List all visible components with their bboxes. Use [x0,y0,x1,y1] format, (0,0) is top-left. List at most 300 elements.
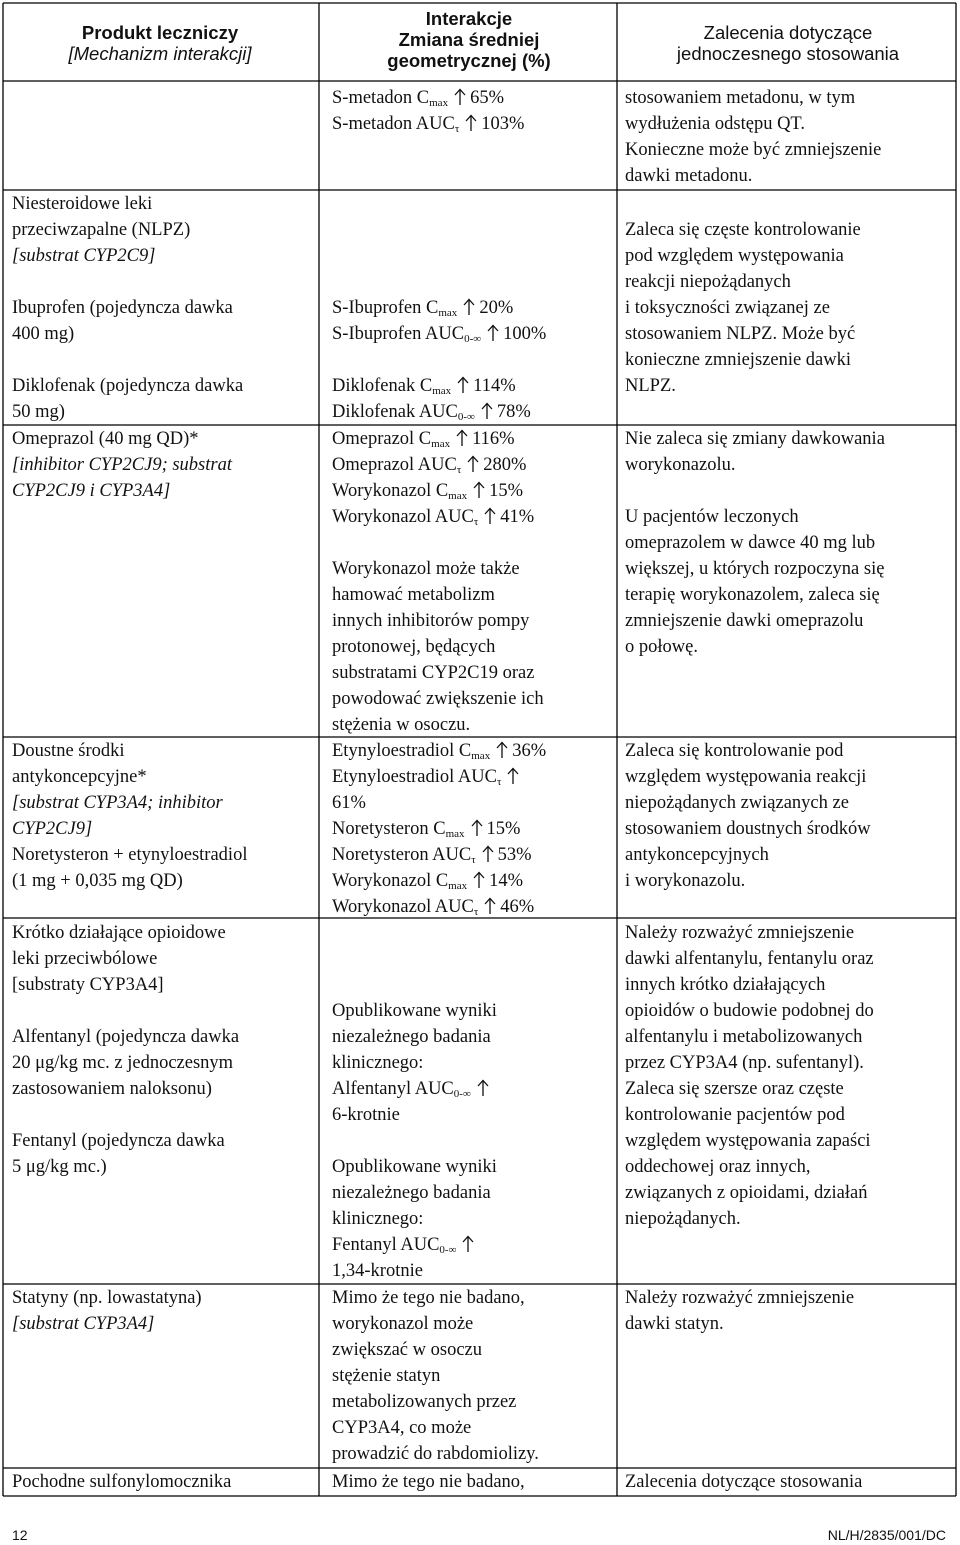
text: dawki alfentanylu, fentanylu oraz [625,949,874,969]
text: 400 mg) [12,324,75,344]
text: Alfentanyl AUC [332,1079,454,1099]
text-line [625,321,861,347]
increase-arrow-icon [461,298,477,316]
text-line [332,712,544,738]
header-product [2,22,318,64]
text: 116% [472,429,515,449]
text: Etynyloestradiol C [332,741,472,761]
increase-arrow-icon [469,819,485,837]
header-concomitant-line: jednoczesnego stosowania [676,43,900,64]
italic-text: CYP2CJ9 i CYP3A4] [12,481,171,501]
text: 41% [500,507,535,527]
text-line [332,1389,539,1415]
text-line [625,1154,874,1180]
text-line [625,842,871,868]
text-line [332,217,546,243]
text: Worykonazol AUC [332,897,474,917]
text: [substraty CYP3A4] [12,975,164,995]
text: Worykonazol C [332,871,449,891]
text: Doustne środki [12,741,125,761]
increase-arrow-icon [454,429,470,447]
text: 103% [481,114,525,134]
text-line [332,85,524,111]
text-line [625,347,861,373]
text: kontrolowanie pacjentów pod [625,1105,845,1125]
text: Zalecenia dotyczące stosowania [625,1472,863,1492]
text-line [625,1180,874,1206]
text: protonowej, będących [332,637,496,657]
text-line [625,163,881,189]
text-line [625,478,885,504]
text-line [12,426,232,452]
text: niezależnego badania [332,1183,491,1203]
text-line [625,1102,874,1128]
text: 15% [486,819,521,839]
text: Zaleca się kontrolowanie pod [625,741,844,761]
increase-arrow-icon [471,871,487,889]
subscript: τ [454,123,460,135]
increase-arrow-icon [505,767,521,785]
text-line [332,269,546,295]
text: S-Ibuprofen AUC [332,324,465,344]
text-line [332,998,497,1024]
text: Etynyloestradiol AUC [332,767,497,787]
text: Należy rozważyć zmniejszenie [625,923,855,943]
text-line [625,530,885,556]
text-line [332,1337,539,1363]
text: S-Ibuprofen C [332,298,439,318]
text-line [12,842,247,868]
subscript: 0-∞ [439,1244,457,1256]
text: omeprazolem w dawce 40 mg lub [625,533,876,553]
text-line [625,137,881,163]
text: Konieczne może być zmniejszenie [625,140,882,160]
text-line [625,998,874,1024]
text-line [332,738,546,764]
text-line [625,634,885,660]
subscript: max [429,97,449,109]
text: prowadzić do rabdomiolizy. [332,1444,539,1464]
text-line [332,478,544,504]
cell-product [12,920,239,1180]
text-line [12,295,243,321]
text-line [332,972,497,998]
text: Omeprazol (40 mg QD)* [12,429,199,449]
text: klinicznego: [332,1053,424,1073]
text-line [332,1258,497,1284]
text: 20% [479,298,514,318]
text: 46% [500,897,535,917]
cell-interaction [332,920,497,1284]
text: Diklofenak C [332,376,433,396]
text: 61% [332,793,366,813]
text-line [332,530,544,556]
text-line [12,269,243,295]
text: 100% [503,324,547,344]
text-line [625,243,861,269]
text-line [12,243,243,269]
increase-arrow-icon [460,1235,476,1253]
text: 5 μg/kg mc.) [12,1157,107,1177]
text: przez CYP3A4 (np. sufentanyl). [625,1053,864,1073]
text: Krótko działające opioidowe [12,923,226,943]
cell-interaction [332,426,544,738]
text: dawki statyn. [625,1314,724,1334]
text-line [625,1024,874,1050]
text: worykonazolu. [625,455,736,475]
text: 50 mg) [12,402,65,422]
text: Fentanyl AUC [332,1235,440,1255]
text-line [332,111,524,137]
text-line [625,85,881,111]
subscript: max [448,490,468,502]
increase-arrow-icon [482,507,498,525]
text: Worykonazol AUC [332,507,474,527]
increase-arrow-icon [480,845,496,863]
italic-text: CYP2CJ9] [12,819,93,839]
text: opioidów o budowie podobnej do [625,1001,874,1021]
text: Mimo że tego nie badano, [332,1472,525,1492]
text-line [625,504,885,530]
cell-recommendation [625,1285,854,1337]
text-line [12,868,247,894]
cell-interaction [332,85,524,137]
text: NLPZ. [625,376,676,396]
text: Noretysteron + etynyloestradiol [12,845,248,865]
text: zmniejszenie dawki omeprazolu [625,611,864,631]
subscript: τ [473,516,479,528]
text-line [12,1285,202,1311]
subscript: max [445,828,465,840]
subscript: 0-∞ [453,1088,471,1100]
header-interactions-line: Interakcje [425,8,513,29]
text: Statyny (np. lowastatyna) [12,1288,202,1308]
text-line [625,295,861,321]
subscript: max [448,880,468,892]
text: Zaleca się szersze oraz częste [625,1079,844,1099]
text-line [332,556,544,582]
text-line [12,1154,239,1180]
text: Diklofenak AUC [332,402,458,422]
text: Omeprazol AUC [332,455,457,475]
text-line [332,894,546,920]
text-line [625,738,871,764]
cell-interaction [332,1285,539,1467]
text-line [625,426,885,452]
text-line [625,946,874,972]
header-product-line: Produkt leczniczy [81,22,239,43]
text-line [332,764,546,790]
text-line [625,972,874,998]
text: powodować zwiększenie ich [332,689,544,709]
increase-arrow-icon [455,376,471,394]
text: 53% [497,845,532,865]
text-line [332,1128,497,1154]
text: stężenie statyn [332,1366,441,1386]
text: Zaleca się częste kontrolowanie [625,220,861,240]
text-line [12,816,247,842]
text: 280% [483,455,527,475]
page-number: 12 [12,1527,28,1543]
text: S-metadon AUC [332,114,455,134]
text-line [12,1469,231,1495]
text: pod względem występowania [625,246,844,266]
text: Noretysteron AUC [332,845,472,865]
subscript: τ [456,464,462,476]
text-line [332,1102,497,1128]
text-line [332,790,546,816]
text-line [12,972,239,998]
text-line [12,1128,239,1154]
text-line [332,295,546,321]
text: niezależnego badania [332,1027,491,1047]
text: Niesteroidowe leki [12,194,153,214]
text: niepożądanych związanych ze [625,793,849,813]
increase-arrow-icon [479,402,495,420]
text-line [332,686,544,712]
cell-product [12,1469,231,1495]
text: innych inhibitorów pompy [332,611,530,631]
text: Worykonazol może także [332,559,520,579]
text-line [12,191,243,217]
text: oddechowej oraz innych, [625,1157,811,1177]
text: Fentanyl (pojedyncza dawka [12,1131,225,1151]
text-line [12,946,239,972]
text: dawki metadonu. [625,166,753,186]
text: Pochodne sulfonylomocznika [12,1472,232,1492]
text-line [625,816,871,842]
text-line [12,347,243,373]
text-line [332,1206,497,1232]
text: reakcji niepożądanych [625,272,791,292]
text-line [12,321,243,347]
text-line [625,452,885,478]
text: antykoncepcyjne* [12,767,147,787]
cell-recommendation [625,738,871,894]
text-line [625,217,861,243]
italic-text: [inhibitor CYP2CJ9; substrat [12,455,232,475]
text-line [625,608,885,634]
text-line [12,478,232,504]
text-line [625,1050,874,1076]
text-line [625,1206,874,1232]
cell-interaction [332,1469,525,1495]
subscript: max [471,750,491,762]
text: klinicznego: [332,1209,424,1229]
cell-recommendation [625,920,874,1232]
text: (1 mg + 0,035 mg QD) [12,871,183,891]
text: konieczne zmniejszenie dawki [625,350,852,370]
text-line [625,111,881,137]
text-line [625,790,871,816]
text: 14% [489,871,524,891]
text: alfentanylu i metabolizowanych [625,1027,863,1047]
text-line [332,399,546,425]
text: worykonazol może [332,1314,474,1334]
text-line [12,1102,239,1128]
text: zwiększać w osoczu [332,1340,482,1360]
text: substratami CYP2C19 oraz [332,663,535,683]
text-line [12,920,239,946]
text: stosowaniem metadonu, w tym [625,88,856,108]
text: Opublikowane wyniki [332,1001,497,1021]
header-geometric-line: geometrycznej (%) [387,50,551,71]
text-line [625,1076,874,1102]
increase-arrow-icon [485,324,501,342]
cell-recommendation [625,85,881,189]
cell-product [12,1285,202,1337]
text-line [625,373,861,399]
text: hamować metabolizm [332,585,495,605]
text: 6-krotnie [332,1105,400,1125]
text: antykoncepcyjnych [625,845,769,865]
text-line [332,1180,497,1206]
increase-arrow-icon [494,741,510,759]
text: stosowaniem doustnych środków [625,819,871,839]
text: 1,34-krotnie [332,1261,423,1281]
text: niepożądanych. [625,1209,741,1229]
text: stosowaniem NLPZ. Może być [625,324,856,344]
text: Należy rozważyć zmniejszenie [625,1288,855,1308]
text: przeciwzapalne (NLPZ) [12,220,191,240]
subscript: τ [473,906,479,918]
text: Ibuprofen (pojedyncza dawka [12,298,233,318]
text: Omeprazol C [332,429,432,449]
increase-arrow-icon [465,455,481,473]
cell-interaction [332,191,546,425]
increase-arrow-icon [475,1079,491,1097]
subscript: max [431,438,451,450]
text-line [332,373,546,399]
text-line [332,1050,497,1076]
text: 36% [512,741,547,761]
text-line [332,426,544,452]
text-line [332,1441,539,1467]
text: o połowę. [625,637,698,657]
text: 15% [489,481,524,501]
text-line [625,582,885,608]
text: Noretysteron C [332,819,446,839]
text-line [625,556,885,582]
text: Alfentanyl (pojedyncza dawka [12,1027,240,1047]
text: zastosowaniem naloksonu) [12,1079,212,1099]
text: CYP3A4, co może [332,1418,472,1438]
increase-arrow-icon [471,481,487,499]
document-code: NL/H/2835/001/DC [827,1527,946,1543]
subscript: max [432,385,452,397]
text-line [625,191,861,217]
text-line [332,1469,525,1495]
text-line [12,998,239,1024]
text: Opublikowane wyniki [332,1157,497,1177]
text: innych krótko działających [625,975,826,995]
text: Nie zaleca się zmiany dawkowania [625,429,885,449]
italic-text: [substrat CYP2C9] [12,246,156,266]
text-line [332,608,544,634]
text-line [332,191,546,217]
text-line [12,1050,239,1076]
text: 114% [473,376,516,396]
text: i worykonazolu. [625,871,746,891]
text-line [332,1363,539,1389]
header-recommendations [620,22,956,64]
text: 65% [470,88,504,108]
increase-arrow-icon [482,897,498,915]
subscript: max [438,307,458,319]
text: terapię worykonazolem, zaleca się [625,585,880,605]
text-line [332,243,546,269]
text-line [332,1285,539,1311]
text-line [12,764,247,790]
increase-arrow-icon [452,88,468,106]
text: względem występowania reakcji [625,767,867,787]
text: 20 μg/kg mc. z jednoczesnym [12,1053,234,1073]
text-line [332,868,546,894]
text-line [625,269,861,295]
text-line [332,842,546,868]
header-mechanism-line: [Mechanizm interakcji] [68,43,252,64]
text: leki przeciwbólowe [12,949,158,969]
cell-recommendation [625,426,885,660]
cell-recommendation [625,191,861,399]
text-line [332,660,544,686]
cell-product [12,426,232,504]
text: U pacjentów leczonych [625,507,799,527]
text-line [332,321,546,347]
text-line [12,373,243,399]
text-line [625,764,871,790]
italic-text: [substrat CYP3A4; inhibitor [12,793,223,813]
text-line [332,504,544,530]
italic-text: [substrat CYP3A4] [12,1314,155,1334]
text: większej, u których rozpoczyna się [625,559,885,579]
text-line [332,946,497,972]
text-line [12,217,243,243]
text-line [332,1232,497,1258]
text: i toksyczności związanej ze [625,298,830,318]
text-line [12,1076,239,1102]
text: Diklofenak (pojedyncza dawka [12,376,244,396]
subscript: τ [496,776,502,788]
text: względem występowania zapaści [625,1131,871,1151]
text-line [332,1311,539,1337]
text-line [332,1154,497,1180]
text-line [332,1076,497,1102]
text: związanych z opioidami, działań [625,1183,868,1203]
text-line [625,868,871,894]
text: 78% [496,402,531,422]
text-line [332,816,546,842]
text-line [625,1469,862,1495]
text-line [12,1311,202,1337]
text: metabolizowanych przez [332,1392,517,1412]
text-line [12,1024,239,1050]
header-recommendations-line: Zalecenia dotyczące [703,22,873,43]
text-line [625,1311,854,1337]
text-line [332,1415,539,1441]
text-line [332,1024,497,1050]
text: Mimo że tego nie badano, [332,1288,525,1308]
text: stężenia w osoczu. [332,715,471,735]
subscript: 0-∞ [457,411,475,423]
subscript: τ [471,854,476,866]
text: wydłużenia odstępu QT. [625,114,805,134]
cell-product [12,738,247,894]
header-interactions [319,8,619,71]
header-mean-change-line: Zmiana średniej [398,29,540,50]
text-line [625,920,874,946]
text-line [12,452,232,478]
